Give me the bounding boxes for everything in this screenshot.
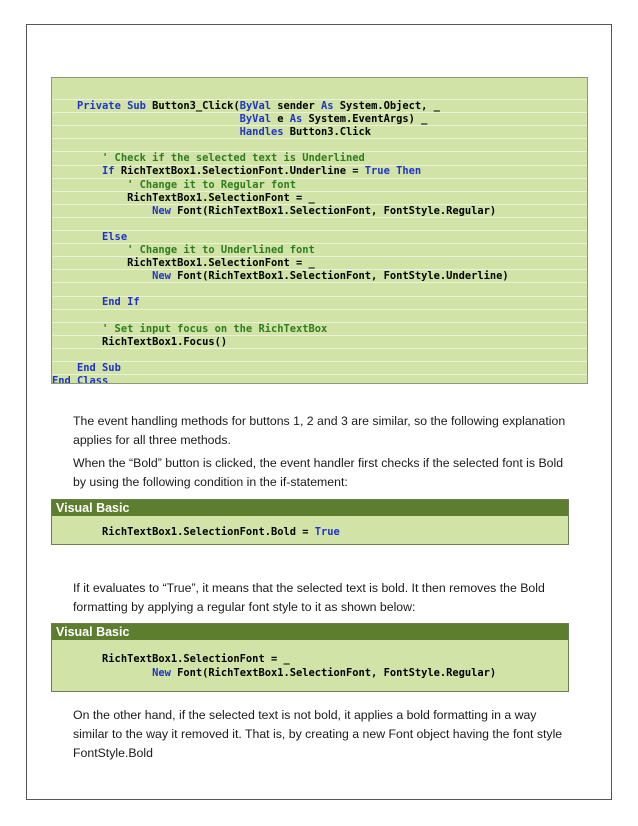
paragraph-1: The event handling methods for buttons 1, 2 and 3 are similar, so the following explanation applies for all three methods. xyxy=(73,414,566,447)
code-listing-block xyxy=(51,77,588,384)
row-rule xyxy=(52,191,587,192)
code-keyword: End Sub xyxy=(77,361,121,374)
code-keyword: New xyxy=(152,666,171,679)
visual-basic-snippet-1 xyxy=(51,499,569,545)
code-line xyxy=(52,362,121,374)
code-text: RichTextBox1.Focus() xyxy=(102,335,228,348)
code-keyword: True Then xyxy=(364,165,422,178)
row-rule xyxy=(52,335,587,336)
row-rule xyxy=(52,112,587,113)
code-comment: ' Set input focus on the RichTextBox xyxy=(102,322,328,335)
code-keyword: ByVal xyxy=(239,100,271,112)
code-line xyxy=(52,270,509,282)
code-keyword: Else xyxy=(102,230,128,243)
code-text: RichTextBox1.SelectionFont = _ xyxy=(127,191,315,204)
code-keyword: End If xyxy=(102,296,140,309)
row-rule xyxy=(52,125,587,126)
code-comment: ' Check if the selected text is Underlined xyxy=(102,152,365,165)
code-keyword: As xyxy=(289,113,303,126)
code-text: sender xyxy=(270,100,322,112)
code-comment: ' Change it to Regular font xyxy=(127,178,296,191)
code-line xyxy=(52,113,427,125)
code-text: Button3.Click xyxy=(283,126,372,139)
code-line xyxy=(52,257,315,269)
snippet-title: Visual Basic xyxy=(52,624,568,640)
code-keyword: New xyxy=(152,270,171,283)
code-keyword: If xyxy=(102,165,115,178)
snippet-title: Visual Basic xyxy=(52,500,568,516)
code-text: Font(RichTextBox1.SelectionFont, FontStyle.Regular) xyxy=(170,666,497,679)
row-rule xyxy=(52,361,587,362)
code-line xyxy=(52,336,227,348)
code-text: Button3_Click( xyxy=(145,100,240,112)
row-rule xyxy=(52,217,587,218)
row-rule xyxy=(52,178,587,179)
code-line xyxy=(52,205,496,217)
code-line xyxy=(52,526,340,538)
paragraph-2: When the “Bold” button is clicked, the event handler first checks if the selected font is Bold by using the following condition in the if-statement: xyxy=(73,456,564,489)
code-text: System.Object, _ xyxy=(333,100,440,112)
code-text: Font(RichTextBox1.SelectionFont, FontStyle.Underline) xyxy=(170,270,509,283)
row-rule xyxy=(52,269,587,270)
code-text: Font(RichTextBox1.SelectionFont, FontStyle.Regular) xyxy=(170,204,497,217)
code-line xyxy=(52,152,365,164)
row-rule xyxy=(52,204,587,205)
row-rule xyxy=(52,282,587,283)
code-keyword: As xyxy=(321,100,334,112)
code-keyword: Private Sub xyxy=(77,100,146,112)
code-line xyxy=(52,126,371,138)
code-keyword: ByVal xyxy=(239,113,271,126)
code-line xyxy=(52,179,296,191)
code-line xyxy=(52,667,496,679)
code-keyword: New xyxy=(152,204,171,217)
row-rule xyxy=(52,309,587,310)
visual-basic-snippet-2 xyxy=(51,623,569,692)
row-rule xyxy=(52,243,587,244)
row-rule xyxy=(52,296,587,297)
code-text: RichTextBox1.SelectionFont = _ xyxy=(127,257,315,270)
code-line xyxy=(52,296,140,308)
code-text: RichTextBox1.SelectionFont.Underline = xyxy=(114,165,365,178)
code-text: e xyxy=(270,113,290,126)
code-text: RichTextBox1.SelectionFont = _ xyxy=(102,653,290,665)
row-rule xyxy=(52,151,587,152)
row-rule xyxy=(52,165,587,166)
code-text: System.EventArgs) _ xyxy=(302,113,428,126)
row-rule xyxy=(52,348,587,349)
row-rule xyxy=(52,256,587,257)
code-line xyxy=(52,375,108,384)
snippet-code xyxy=(52,526,568,540)
code-line xyxy=(52,165,421,177)
row-rule xyxy=(52,99,587,100)
row-rule xyxy=(52,322,587,323)
paragraph-4: On the other hand, if the selected text is not bold, it applies a bold formatting in a way similar to the way it removed it. That is, by creating a new Font object having the font style FontStyle.Bold xyxy=(73,708,563,760)
code-keyword: True xyxy=(314,526,340,538)
row-rule xyxy=(52,374,587,375)
code-line xyxy=(52,100,440,112)
code-line xyxy=(52,653,290,665)
row-rule xyxy=(52,138,587,139)
code-comment: ' Change it to Underlined font xyxy=(127,244,315,257)
paragraph-3: If it evaluates to “True”, it means that the selected text is bold. It then removes the Bold formatting by applying a regular font style to it as shown below: xyxy=(73,581,545,614)
code-listing xyxy=(52,100,587,384)
code-line xyxy=(52,192,315,204)
row-rule xyxy=(52,230,587,231)
code-text: RichTextBox1.SelectionFont.Bold = xyxy=(102,526,315,538)
code-line xyxy=(52,231,127,243)
code-line xyxy=(52,244,315,256)
snippet-code xyxy=(52,653,568,680)
code-line xyxy=(52,323,327,335)
code-keyword: End Class xyxy=(52,374,109,384)
code-keyword: Handles xyxy=(239,126,284,139)
